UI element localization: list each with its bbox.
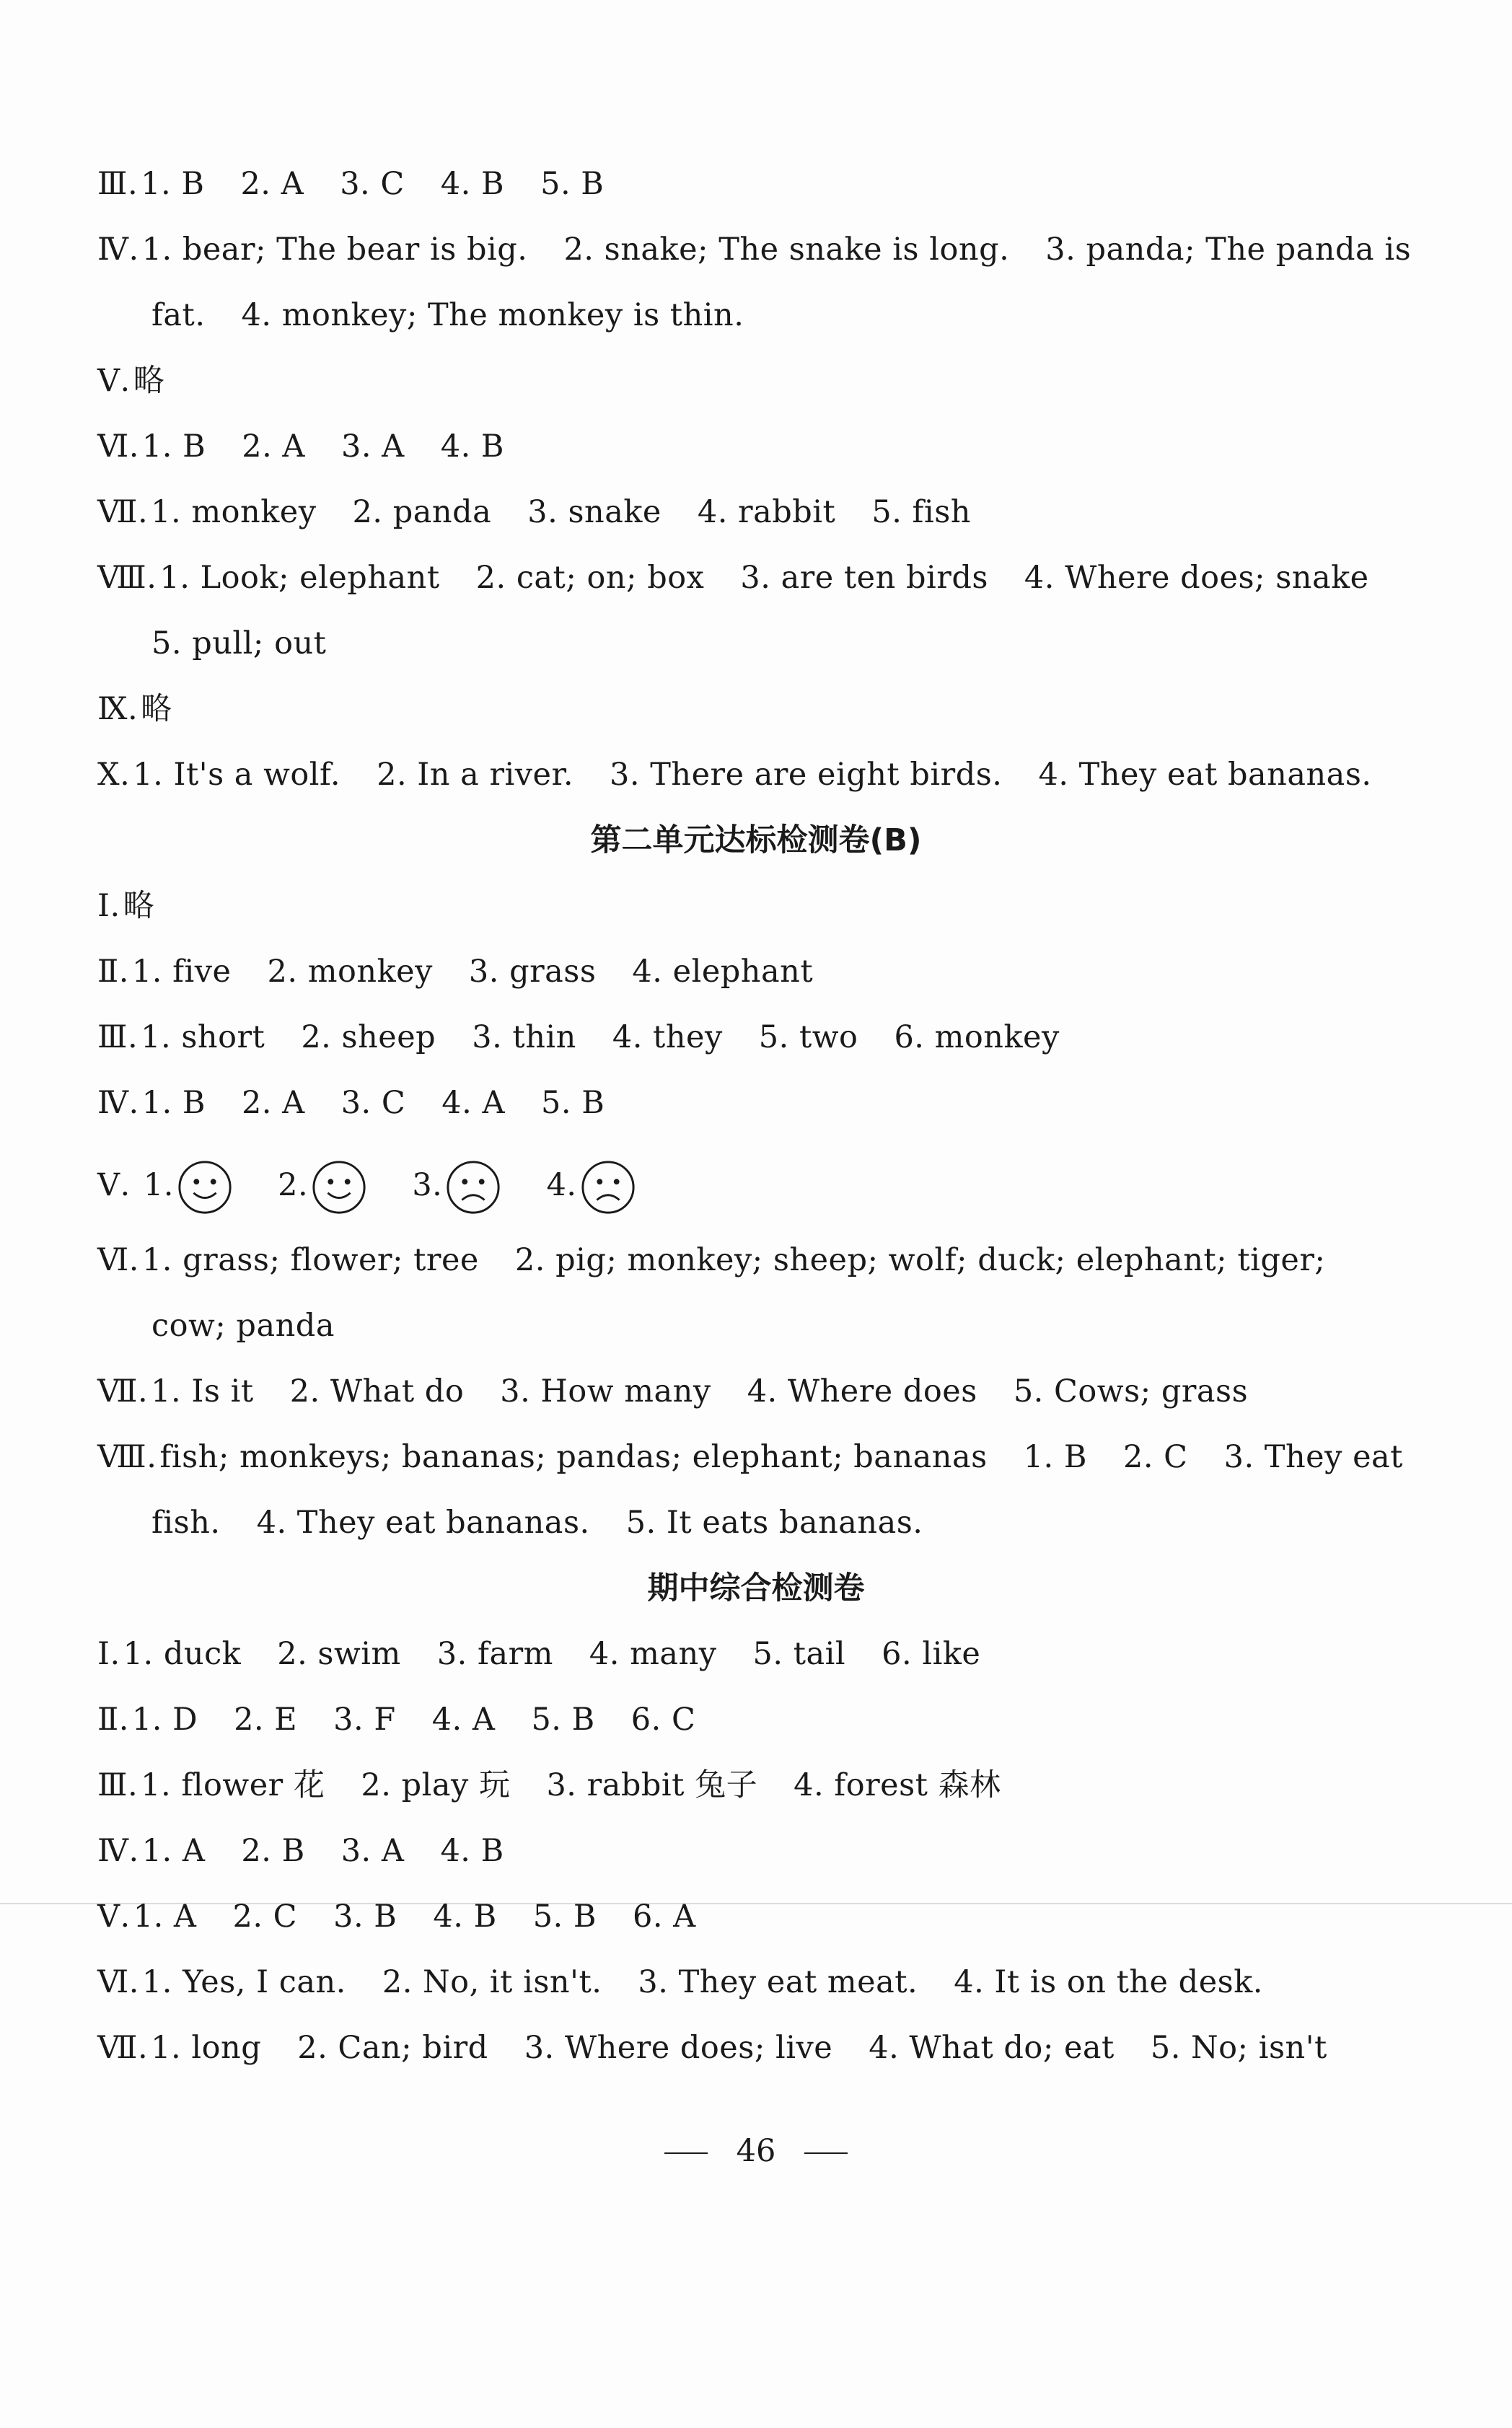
dash-left — [664, 2152, 708, 2154]
answer-row: Ⅷ.fish; monkeys; bananas; pandas; elephant; bananas 1. B 2. C 3. They eat — [97, 1439, 1403, 1475]
answer-row: Ⅳ.1. B 2. A 3. C 4. A 5. B — [97, 1085, 605, 1121]
answer-row: Ⅳ.1. bear; The bear is big. 2. snake; The snake is long. 3. panda; The panda is — [97, 232, 1412, 268]
section-heading-unit2-b: 第二单元达标检测卷(B) — [590, 822, 922, 858]
answer-row: Ⅵ.1. Yes, I can. 2. No, it isn't. 3. They eat meat. 4. It is on the desk. — [97, 1964, 1263, 2000]
face-answer-2: 2. — [278, 1153, 373, 1218]
answer-row: Ⅶ.1. Is it 2. What do 3. How many 4. Where does 5. Cows; grass — [97, 1373, 1249, 1409]
answer-row: Ⅷ.1. Look; elephant 2. cat; on; box 3. are ten birds 4. Where does; snake — [97, 560, 1369, 596]
answer-row: Ⅹ.1. It's a wolf. 2. In a river. 3. There are eight birds. 4. They eat bananas. — [97, 757, 1372, 793]
answer-row: Ⅲ.1. flower 花 2. play 玩 3. rabbit 兔子 4. forest 森林 — [97, 1767, 1001, 1803]
answer-row: Ⅶ.1. monkey 2. panda 3. snake 4. rabbit 5. fish — [97, 494, 971, 530]
smile-face-icon — [177, 1159, 233, 1215]
answer-row-continuation: cow; panda — [151, 1308, 335, 1344]
sad-face-icon — [580, 1159, 636, 1215]
answer-row-continuation: fat. 4. monkey; The monkey is thin. — [151, 297, 744, 333]
answer-row: Ⅲ.1. short 2. sheep 3. thin 4. they 5. two 6. monkey — [97, 1019, 1060, 1055]
answer-row: Ⅵ.1. B 2. A 3. A 4. B — [97, 428, 505, 465]
answer-row: Ⅵ.1. grass; flower; tree 2. pig; monkey; sheep; wolf; duck; elephant; tiger; — [97, 1242, 1326, 1278]
answer-row: Ⅱ.1. D 2. E 3. F 4. A 5. B 6. C — [97, 1702, 696, 1738]
answer-row: Ⅲ.1. B 2. A 3. C 4. B 5. B — [97, 166, 605, 202]
section-heading-midterm: 期中综合检测卷 — [647, 1570, 865, 1606]
sad-face-icon — [445, 1159, 501, 1215]
answer-row: Ⅸ.略 — [97, 691, 172, 727]
answer-row: Ⅴ.略 — [97, 363, 165, 399]
answer-row: Ⅴ.1. A 2. C 3. B 4. B 5. B 6. A — [97, 1899, 696, 1935]
answer-row: Ⅰ.1. duck 2. swim 3. farm 4. many 5. tail 6. like — [97, 1636, 981, 1672]
answer-row-continuation: 5. pull; out — [151, 625, 327, 661]
face-answer-1: 1. — [144, 1153, 239, 1218]
smile-face-icon — [311, 1159, 367, 1215]
answer-row: Ⅱ.1. five 2. monkey 3. grass 4. elephant — [97, 954, 814, 990]
face-answer-3: 3. — [412, 1153, 507, 1218]
answer-row-continuation: fish. 4. They eat bananas. 5. It eats bananas. — [151, 1505, 923, 1541]
page-number — [0, 2129, 1512, 2173]
answer-row: Ⅶ.1. long 2. Can; bird 3. Where does; live 4. What do; eat 5. No; isn't — [97, 2030, 1327, 2066]
dash-right — [804, 2152, 848, 2154]
page-number-value: 46 — [736, 2133, 776, 2169]
answer-row: Ⅳ.1. A 2. B 3. A 4. B — [97, 1833, 504, 1869]
answer-row-faces: Ⅴ. 1. 2. 3. 4. — [97, 1153, 671, 1218]
answer-row: Ⅰ.略 — [97, 888, 155, 924]
face-answer-4: 4. — [547, 1153, 642, 1218]
